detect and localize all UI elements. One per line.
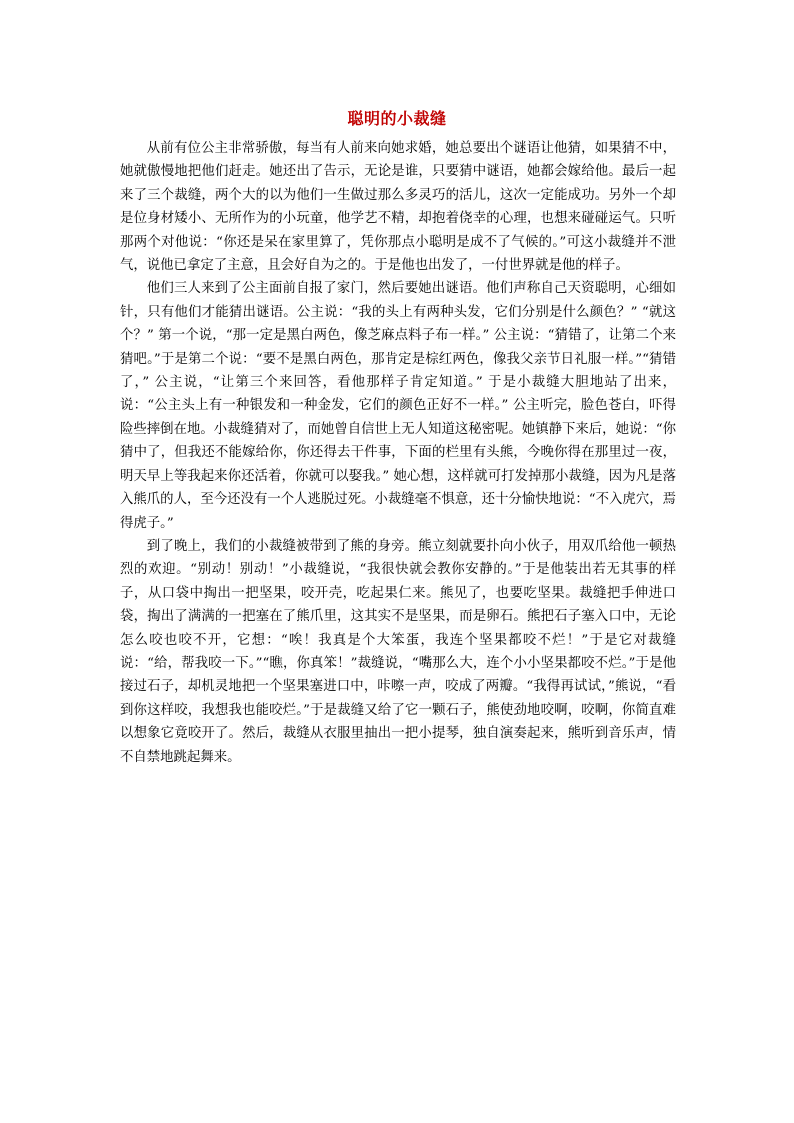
document-title: 聪明的小裁缝 <box>347 109 447 128</box>
document-body <box>120 137 676 769</box>
paragraph-1: 从前有位公主非常骄傲，每当有人前来向她求婚，她总要出个谜语让他猜，如果猜不中，她就傲慢地把他们赶走。她还出了告示，无论是谁，只要猜中谜语，她都会嫁给他。最后一起来了三个裁缝，两个大的以为他们一生做过那么多灵巧的活儿，这次一定能成功。另外一个却是位身材矮小、无所作为的小玩童，他学艺不精，却抱着侥幸的心理，也想来碰碰运气。只听那两个对他说：“你还是呆在家里算了，凭你那点小聪明是成不了气候的。”可这小裁缝并不泄气，说他已拿定了主意，且会好自为之的。于是他也出发了，一付世界就是他的样子。 <box>120 141 676 274</box>
paragraph-2: 他们三人来到了公主面前自报了家门，然后要她出谜语。他们声称自己天资聪明，心细如针，只有他们才能猜出谜语。公主说：“我的头上有两种头发，它们分别是什么颜色？” “就这个？” 第一个说，“那一定是黑白两色，像芝麻点料子布一样。” 公主说：“猜错了，让第二个来猜吧。”于是第二个说：“要不是黑白两色，那肯定是棕红两色，像我父亲节日礼服一样。”“猜错了，” 公主说，“让第三个来回答，看他那样子肯定知道。” 于是小裁缝大胆地站了出来，说：“公主头上有一种银发和一种金发，它们的颜色正好不一样。” 公主听完，脸色苍白，吓得险些摔倒在地。小裁缝猜对了，而她曾自信世上无人知道这秘密呢。她镇静下来后，她说：“你猜中了，但我还不能嫁给你，你还得去干件事，下面的栏里有头熊，今晚你得在那里过一夜，明天早上等我起来你还活着，你就可以娶我。” 她心想，这样就可打发掉那小裁缝，因为凡是落入熊爪的人，至今还没有一个人逃脱过死。小裁缝毫不惧意，还十分愉快地说：“不入虎穴，焉得虎子。” <box>120 281 676 531</box>
paragraph-3: 到了晚上，我们的小裁缝被带到了熊的身旁。熊立刻就要扑向小伙子，用双爪给他一顿热烈的欢迎。“别动！别动！”小裁缝说，“我很快就会教你安静的。”于是他装出若无其事的样子，从口袋中掏出一把坚果，咬开壳，吃起果仁来。熊见了，也要吃坚果。裁缝把手伸进口袋，掏出了满满的一把塞在了熊爪里，这其实不是坚果，而是卵石。熊把石子塞入口中，无论怎么咬也咬不开，它想：“唉！我真是个大笨蛋，我连个坚果都咬不烂！”于是它对裁缝说：“给，帮我咬一下。”“瞧，你真笨！”裁缝说，“嘴那么大，连个小小坚果都咬不烂。”于是他接过石子，却机灵地把一个坚果塞进口中，咔嚓一声，咬成了两瓣。“我得再试试，”熊说，“看到你这样咬，我想我也能咬烂。”于是裁缝又给了它一颗石子，熊使劲地咬啊，咬啊，你简直难以想象它竟咬开了。然后，裁缝从衣服里抽出一把小提琴，独自演奏起来，熊听到音乐声，情不自禁地跳起舞来。 <box>120 538 676 765</box>
